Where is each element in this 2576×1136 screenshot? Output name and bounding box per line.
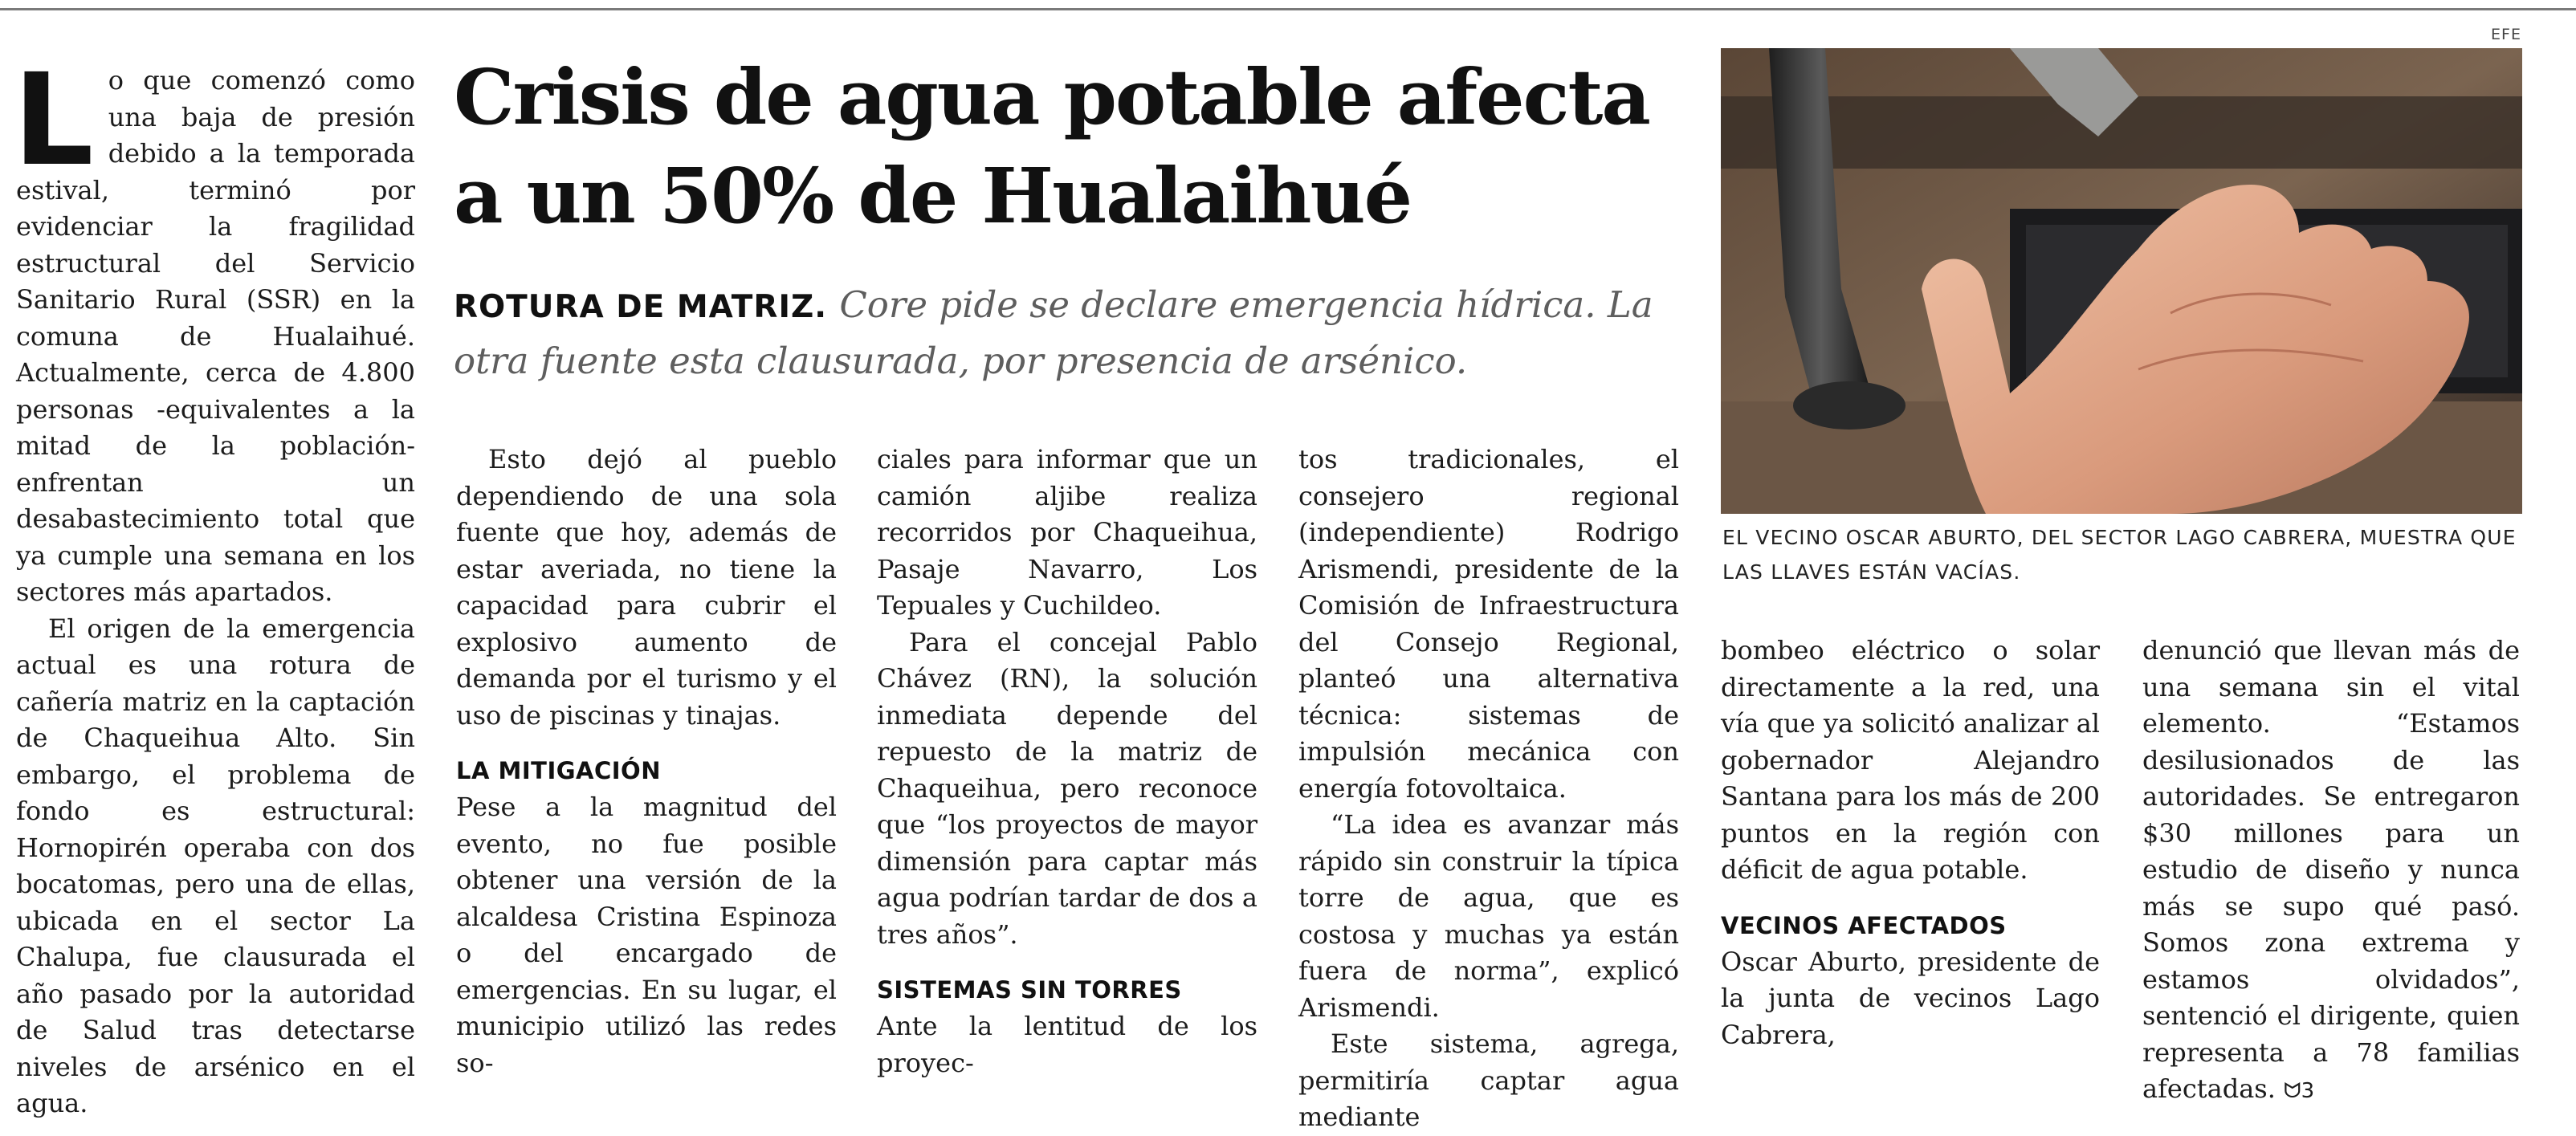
end-mark-icon: ᗢ3 [2284,1079,2315,1103]
subhead: VECINOS AFECTADOS [1721,911,2007,939]
drop-cap: L [13,47,94,194]
paragraph: denunció que llevan más de una semana sin el vital elemento. “Estamos desilusionados de las autoridades. Se entregaron $30 millones para un estudio de diseño y nunca más se supo qué pasó. Somos zona extrema y estamos olvidados”, sentenció el dirigente, quien representa a 78 familias afectadas. ᗢ3 [2142,635,2520,1104]
article-column-4 [1298,442,1679,1136]
headline: Crisis de agua potable afecta a un 50% de Hualaihué [454,53,1649,241]
photo-caption: EL VECINO OSCAR ABURTO, DEL SECTOR LAGO CABRERA, MUESTRA QUE LAS LLAVES ESTÁN VACÍAS. [1722,526,2517,584]
paragraph: ciales para informar que un camión aljibe realiza recorridos por Chaqueihua, Pasaje Navarro, Los Tepuales y Cuchildeo. [877,444,1257,621]
paragraph: Lo que comenzó como una baja de presión debido a la temporada estival, terminó por evidenciar la fragilidad estructural del Servicio Sanitario Rural (SSR) en la comuna de Hualaihué. Actualmente, cerca de 4.800 personas -equivalentes a la mitad de la población- enfrentan un desabastecimiento total que ya cumple una semana en los sectores más apartados. [13,47,415,607]
paragraph: Ante la lentitud de los proyec- [877,1011,1257,1078]
deck [454,278,1706,388]
article-column-6 [2142,633,2520,1110]
paragraph: “La idea es avanzar más rápido sin construir la típica torre de agua, que es costosa y muchas ya están fuera de norma”, explicó Arismendi. [1298,809,1679,1023]
top-rule [0,8,2576,10]
article-column-3 [877,442,1257,1081]
deck-text: Core pide se declare emergencia hídrica. La otra fuente esta clausurada, por presencia de arsénico. [454,283,1653,382]
photo-dry-faucet [1721,48,2522,514]
paragraph: bombeo eléctrico o solar directamente a la red, una vía que ya solicitó analizar al gobernador Alejandro Santana para los más de 200 puntos en la región con déficit de agua potable. [1721,635,2100,885]
paragraph: Este sistema, agrega, permitiría captar agua mediante [1298,1028,1679,1132]
subhead: SISTEMAS SIN TORRES [877,976,1182,1004]
paragraph: El origen de la emergencia actual es una rotura de cañería matriz en la captación de Chaqueihua Alto. Sin embargo, el problema de fondo es estructural: Hornopirén operaba con dos bocatomas, pero una de ellas, ubicada en el sector La Chalupa, fue clausurada el año pasado por la autoridad de Salud tras detectarse niveles de arsénico en el agua. [16,613,415,1118]
photo-credit: EFE [2491,26,2521,43]
article-column-2 [456,442,837,1081]
paragraph: Pese a la magnitud del evento, no fue posible obtener una versión de la alcaldesa Cristina Espinoza o del encargado de emergencias. En su lugar, el municipio utilizó las redes so- [456,792,837,1078]
paragraph: Para el concejal Pablo Chávez (RN), la solución inmediata depende del repuesto de la matriz de Chaqueihua, pero reconoce que “los proyectos de mayor dimensión para captar más agua podrían tardar de dos a tres años”. [877,626,1257,950]
article-column-5 [1721,633,2100,1053]
subhead: LA MITIGACIÓN [456,757,661,784]
deck-kicker: ROTURA DE MATRIZ. [454,289,828,325]
article-column-1 [13,47,415,1122]
paragraph: Esto dejó al pueblo dependiendo de una sola fuente que hoy, además de estar averiada, no tiene la capacidad para cubrir el explosivo aumento de demanda por el turismo y el uso de piscinas y tinajas. [456,444,837,731]
paragraph: tos tradicionales, el consejero regional (independiente) Rodrigo Arismendi, presidente de la Comisión de Infraestructura del Consejo Regional, planteó una alternativa técnica: sistemas de impulsión mecánica con energía fotovoltaica. [1298,444,1679,804]
paragraph: Oscar Aburto, presidente de la junta de vecinos Lago Cabrera, [1721,946,2100,1050]
